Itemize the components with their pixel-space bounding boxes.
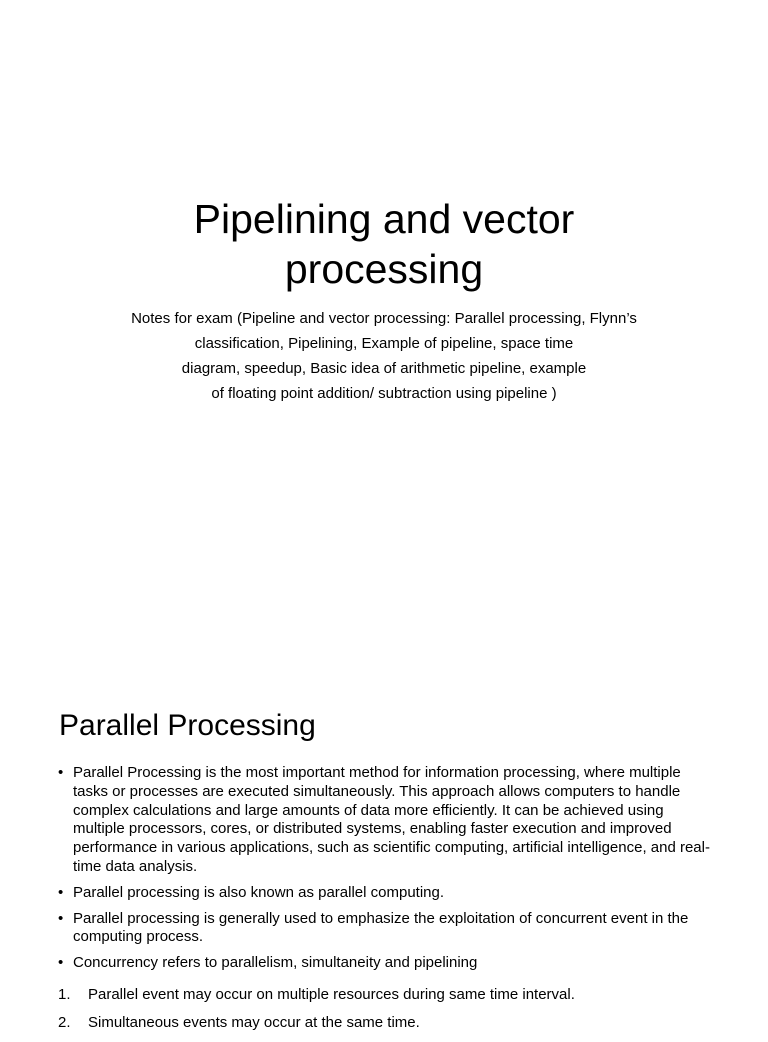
bullet-text: Parallel processing is also known as parallel computing. xyxy=(73,883,445,901)
bullet-text: Parallel Processing is the most important method for information processing, where multiple tasks or processes are executed simultaneously. This approach allows computers to handle complex calculations and large amounts of data more efficiently. It can be achieved using multiple processors, cores, or distributed systems, enabling faster execution and improved performance in various applications, such as scientific computing, artificial intelligence, and real-time data analysis. xyxy=(73,764,710,875)
subtitle-line-4: of floating point addition/ subtraction using pipeline ) xyxy=(211,385,557,402)
bullet-item xyxy=(58,910,718,948)
slide-heading: Parallel Processing xyxy=(59,709,316,742)
bullet-marker: • xyxy=(58,954,64,972)
bullet-item xyxy=(58,954,718,973)
item-number: 2. xyxy=(58,1013,71,1031)
title-line-1: Pipelining and vector xyxy=(193,196,575,242)
bullet-text: Concurrency refers to parallelism, simultaneity and pipelining xyxy=(73,954,478,972)
slide-parallel-processing xyxy=(0,576,768,1031)
numbered-list xyxy=(58,986,718,1042)
bullet-marker: • xyxy=(58,764,64,781)
bullet-item xyxy=(58,764,718,877)
subtitle-line-3: diagram, speedup, Basic idea of arithmetic pipeline, example xyxy=(181,360,587,377)
presentation-subtitle xyxy=(104,306,664,406)
subtitle-line-2: classification, Pipelining, Example of pipeline, space time xyxy=(194,335,574,352)
bullet-list xyxy=(58,764,718,980)
presentation-title xyxy=(84,194,684,294)
numbered-item xyxy=(58,986,718,1005)
bullet-text: Parallel processing is generally used to emphasize the exploitation of concurrent event in the computing process. xyxy=(73,909,689,946)
subtitle-line-1: Notes for exam (Pipeline and vector processing: Parallel processing, Flynn’s xyxy=(131,310,637,327)
numbered-item xyxy=(58,1014,718,1033)
title-line-2: processing xyxy=(284,246,484,292)
bullet-marker: • xyxy=(58,909,64,927)
bullet-item xyxy=(58,884,718,903)
item-number: 1. xyxy=(58,986,71,1003)
bullet-marker: • xyxy=(58,883,64,901)
item-text: Simultaneous events may occur at the same time. xyxy=(88,1013,420,1031)
item-text: Parallel event may occur on multiple resources during same time interval. xyxy=(88,986,575,1003)
